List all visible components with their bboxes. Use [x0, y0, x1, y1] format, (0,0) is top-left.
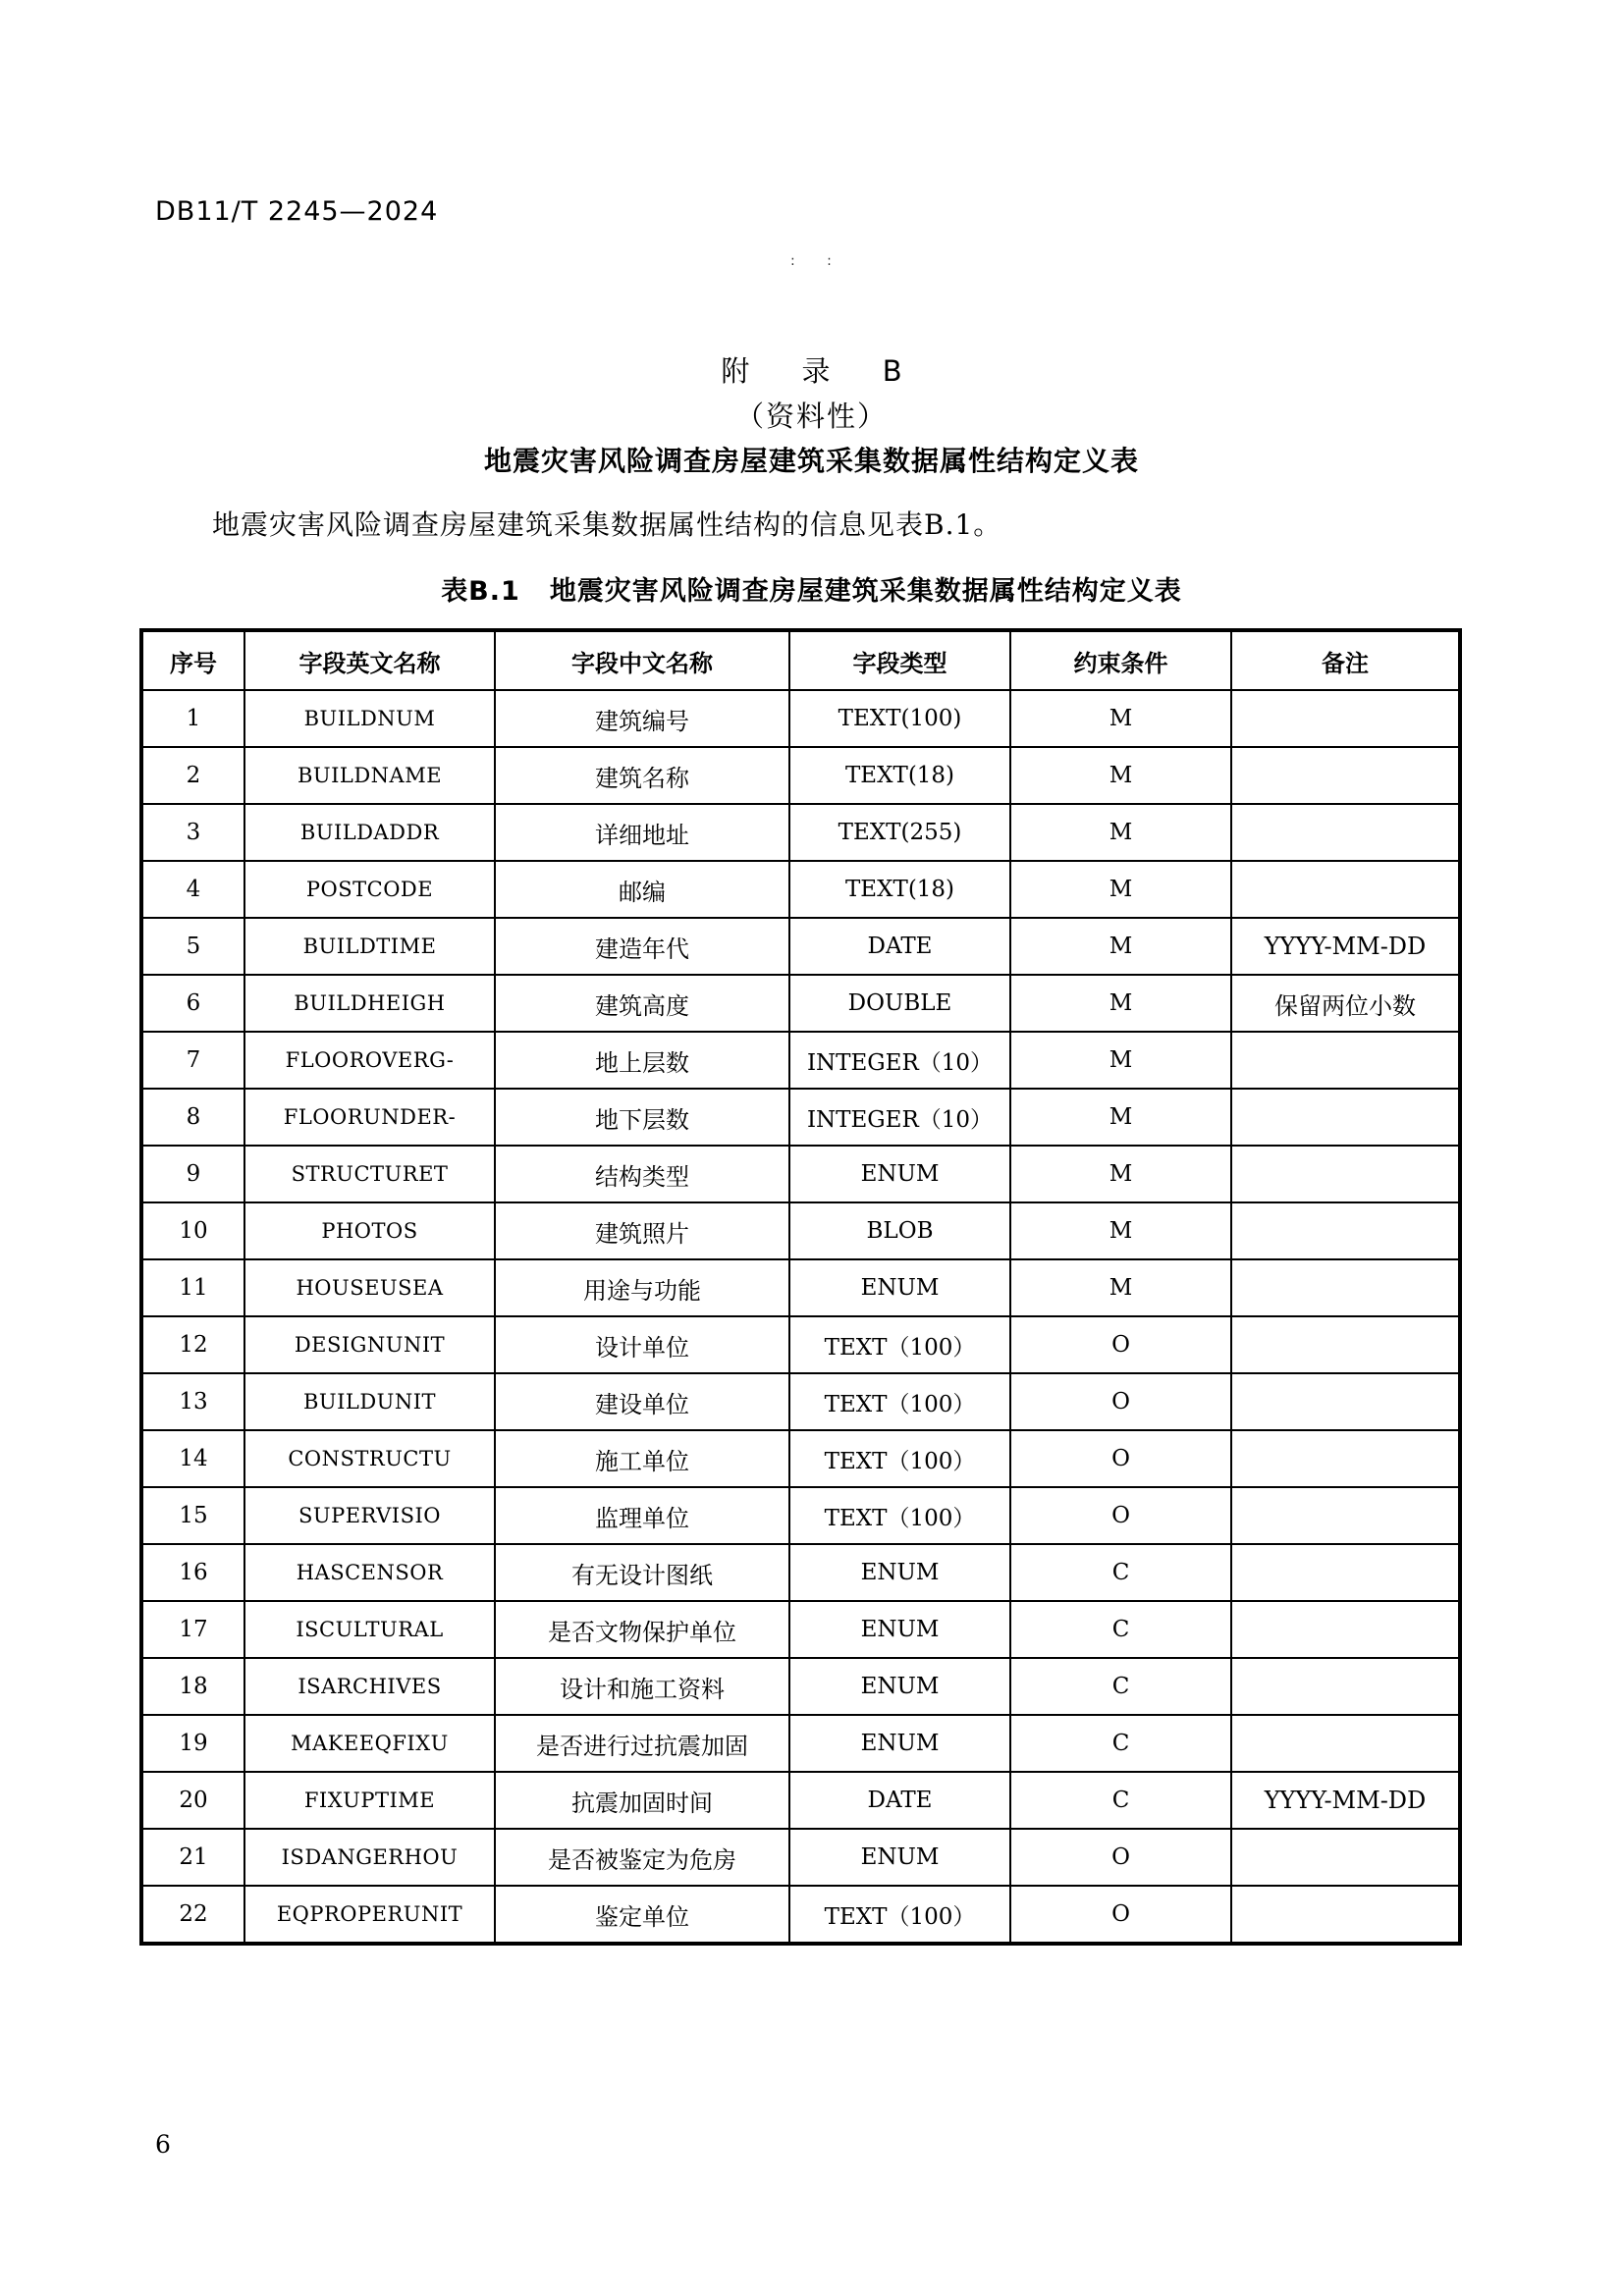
- cell-remark: YYYY-MM-DD: [1231, 1772, 1460, 1829]
- cell-chinese-name: 地上层数: [495, 1032, 789, 1089]
- cell-field-type: INTEGER（10）: [789, 1032, 1010, 1089]
- table-row: [141, 975, 1460, 1032]
- cell-english-name: PHOTOS: [244, 1202, 495, 1259]
- cell-remark: [1231, 1886, 1460, 1944]
- cell-chinese-name: 邮编: [495, 861, 789, 918]
- cell-chinese-name: 建设单位: [495, 1373, 789, 1430]
- cell-seq: 6: [141, 975, 244, 1032]
- cell-remark: [1231, 1373, 1460, 1430]
- table-row: [141, 861, 1460, 918]
- cell-chinese-name: 用途与功能: [495, 1259, 789, 1316]
- cell-english-name: EQPROPERUNIT: [244, 1886, 495, 1944]
- cell-seq: 11: [141, 1259, 244, 1316]
- cell-remark: [1231, 747, 1460, 804]
- cell-remark: [1231, 1202, 1460, 1259]
- cell-english-name: HASCENSOR: [244, 1544, 495, 1601]
- cell-chinese-name: 是否被鉴定为危房: [495, 1829, 789, 1886]
- cell-field-type: ENUM: [789, 1715, 1010, 1772]
- cell-seq: 2: [141, 747, 244, 804]
- cell-seq: 5: [141, 918, 244, 975]
- cell-chinese-name: 建筑照片: [495, 1202, 789, 1259]
- appendix-name: 地震灾害风险调查房屋建筑采集数据属性结构定义表: [483, 445, 1139, 477]
- cell-constraint: O: [1010, 1316, 1231, 1373]
- cell-seq: 22: [141, 1886, 244, 1944]
- cell-constraint: M: [1010, 690, 1231, 747]
- cell-seq: 3: [141, 804, 244, 861]
- cell-remark: [1231, 1259, 1460, 1316]
- cell-english-name: ISDANGERHOU: [244, 1829, 495, 1886]
- cell-field-type: ENUM: [789, 1146, 1010, 1202]
- appendix-title: 附 录 B: [721, 354, 924, 388]
- cell-field-type: ENUM: [789, 1829, 1010, 1886]
- cell-english-name: DESIGNUNIT: [244, 1316, 495, 1373]
- cell-seq: 21: [141, 1829, 244, 1886]
- cell-field-type: ENUM: [789, 1601, 1010, 1658]
- table-row: [141, 1430, 1460, 1487]
- table-row: [141, 1259, 1460, 1316]
- cell-remark: [1231, 1430, 1460, 1487]
- cell-english-name: BUILDTIME: [244, 918, 495, 975]
- cell-seq: 17: [141, 1601, 244, 1658]
- cell-english-name: FLOOROVERG-: [244, 1032, 495, 1089]
- cell-english-name: CONSTRUCTU: [244, 1430, 495, 1487]
- cell-constraint: M: [1010, 1259, 1231, 1316]
- cell-constraint: M: [1010, 1089, 1231, 1146]
- cell-field-type: INTEGER（10）: [789, 1089, 1010, 1146]
- cell-constraint: M: [1010, 861, 1231, 918]
- cell-remark: [1231, 861, 1460, 918]
- cell-field-type: TEXT(18): [789, 747, 1010, 804]
- cell-chinese-name: 抗震加固时间: [495, 1772, 789, 1829]
- table-row: [141, 747, 1460, 804]
- cell-english-name: BUILDHEIGH: [244, 975, 495, 1032]
- header-constraint: 约束条件: [1010, 630, 1231, 690]
- header-english-name: 字段英文名称: [244, 630, 495, 690]
- cell-field-type: BLOB: [789, 1202, 1010, 1259]
- cell-remark: [1231, 1487, 1460, 1544]
- cell-seq: 13: [141, 1373, 244, 1430]
- header-seq: 序号: [141, 630, 244, 690]
- table-row: [141, 1886, 1460, 1944]
- cell-english-name: FIXUPTIME: [244, 1772, 495, 1829]
- cell-seq: 16: [141, 1544, 244, 1601]
- cell-field-type: ENUM: [789, 1544, 1010, 1601]
- cell-field-type: DOUBLE: [789, 975, 1010, 1032]
- cell-field-type: TEXT（100）: [789, 1487, 1010, 1544]
- cell-seq: 15: [141, 1487, 244, 1544]
- cell-chinese-name: 建造年代: [495, 918, 789, 975]
- cell-seq: 18: [141, 1658, 244, 1715]
- cell-chinese-name: 是否文物保护单位: [495, 1601, 789, 1658]
- table-row: [141, 1715, 1460, 1772]
- cell-english-name: SUPERVISIO: [244, 1487, 495, 1544]
- cell-remark: [1231, 1544, 1460, 1601]
- page-number: 6: [155, 2130, 171, 2159]
- cell-constraint: O: [1010, 1829, 1231, 1886]
- cell-english-name: BUILDADDR: [244, 804, 495, 861]
- attribute-definition-table: [139, 628, 1462, 1946]
- cell-constraint: M: [1010, 1146, 1231, 1202]
- appendix-kind: （资料性）: [734, 400, 888, 433]
- cell-field-type: TEXT（100）: [789, 1316, 1010, 1373]
- cell-constraint: C: [1010, 1772, 1231, 1829]
- cell-seq: 1: [141, 690, 244, 747]
- cell-constraint: O: [1010, 1886, 1231, 1944]
- cell-constraint: M: [1010, 918, 1231, 975]
- cell-constraint: M: [1010, 1032, 1231, 1089]
- header-field-type: 字段类型: [789, 630, 1010, 690]
- cell-field-type: TEXT（100）: [789, 1430, 1010, 1487]
- cell-remark: YYYY-MM-DD: [1231, 918, 1460, 975]
- cell-seq: 20: [141, 1772, 244, 1829]
- table-row: [141, 1544, 1460, 1601]
- cell-english-name: ISARCHIVES: [244, 1658, 495, 1715]
- table-caption-text: 地震灾害风险调查房屋建筑采集数据属性结构定义表: [549, 576, 1182, 607]
- cell-field-type: DATE: [789, 918, 1010, 975]
- cell-field-type: DATE: [789, 1772, 1010, 1829]
- cell-chinese-name: 建筑名称: [495, 747, 789, 804]
- table-row: [141, 1772, 1460, 1829]
- cell-constraint: O: [1010, 1430, 1231, 1487]
- cell-seq: 4: [141, 861, 244, 918]
- cell-english-name: FLOORUNDER-: [244, 1089, 495, 1146]
- cell-constraint: C: [1010, 1715, 1231, 1772]
- cell-constraint: M: [1010, 804, 1231, 861]
- cell-remark: [1231, 1829, 1460, 1886]
- cell-constraint: C: [1010, 1658, 1231, 1715]
- cell-chinese-name: 详细地址: [495, 804, 789, 861]
- table-row: [141, 1316, 1460, 1373]
- cell-field-type: TEXT(18): [789, 861, 1010, 918]
- table-row: [141, 1089, 1460, 1146]
- cell-seq: 10: [141, 1202, 244, 1259]
- cell-constraint: M: [1010, 975, 1231, 1032]
- cell-chinese-name: 施工单位: [495, 1430, 789, 1487]
- cell-remark: [1231, 1601, 1460, 1658]
- cell-remark: [1231, 1715, 1460, 1772]
- cell-field-type: TEXT(100): [789, 690, 1010, 747]
- cell-field-type: TEXT(255): [789, 804, 1010, 861]
- cell-chinese-name: 设计单位: [495, 1316, 789, 1373]
- table-row: [141, 1202, 1460, 1259]
- cell-constraint: O: [1010, 1373, 1231, 1430]
- cell-constraint: O: [1010, 1487, 1231, 1544]
- cell-remark: [1231, 804, 1460, 861]
- cell-chinese-name: 监理单位: [495, 1487, 789, 1544]
- cell-seq: 19: [141, 1715, 244, 1772]
- cell-remark: [1231, 1089, 1460, 1146]
- cell-english-name: MAKEEQFIXU: [244, 1715, 495, 1772]
- cell-constraint: M: [1010, 747, 1231, 804]
- cell-remark: [1231, 1316, 1460, 1373]
- cell-chinese-name: 设计和施工资料: [495, 1658, 789, 1715]
- cell-english-name: POSTCODE: [244, 861, 495, 918]
- cell-field-type: TEXT（100）: [789, 1373, 1010, 1430]
- cell-english-name: HOUSEUSEA: [244, 1259, 495, 1316]
- cell-seq: 8: [141, 1089, 244, 1146]
- table-row: [141, 690, 1460, 747]
- decorative-dots: : :: [790, 253, 845, 269]
- table-row: [141, 1658, 1460, 1715]
- table-row: [141, 804, 1460, 861]
- cell-field-type: TEXT（100）: [789, 1886, 1010, 1944]
- document-code: DB11/T 2245—2024: [155, 196, 439, 227]
- cell-seq: 12: [141, 1316, 244, 1373]
- table-caption: [0, 569, 1623, 608]
- cell-constraint: C: [1010, 1544, 1231, 1601]
- cell-english-name: BUILDUNIT: [244, 1373, 495, 1430]
- cell-field-type: ENUM: [789, 1658, 1010, 1715]
- table-row: [141, 1601, 1460, 1658]
- cell-seq: 7: [141, 1032, 244, 1089]
- cell-chinese-name: 建筑编号: [495, 690, 789, 747]
- table-row: [141, 918, 1460, 975]
- cell-chinese-name: 有无设计图纸: [495, 1544, 789, 1601]
- cell-english-name: BUILDNUM: [244, 690, 495, 747]
- cell-remark: [1231, 1658, 1460, 1715]
- table-row: [141, 1487, 1460, 1544]
- header-remark: 备注: [1231, 630, 1460, 690]
- cell-chinese-name: 是否进行过抗震加固: [495, 1715, 789, 1772]
- cell-constraint: M: [1010, 1202, 1231, 1259]
- cell-remark: [1231, 1032, 1460, 1089]
- cell-remark: [1231, 1146, 1460, 1202]
- table-row: [141, 1032, 1460, 1089]
- cell-chinese-name: 建筑高度: [495, 975, 789, 1032]
- table-row: [141, 1373, 1460, 1430]
- cell-english-name: BUILDNAME: [244, 747, 495, 804]
- cell-remark: 保留两位小数: [1231, 975, 1460, 1032]
- cell-seq: 9: [141, 1146, 244, 1202]
- cell-chinese-name: 结构类型: [495, 1146, 789, 1202]
- table-caption-number: 表B.1: [441, 576, 520, 607]
- cell-remark: [1231, 690, 1460, 747]
- intro-paragraph: 地震灾害风险调查房屋建筑采集数据属性结构的信息见表B.1。: [212, 508, 1002, 541]
- table-row: [141, 1146, 1460, 1202]
- cell-english-name: ISCULTURAL: [244, 1601, 495, 1658]
- table-header-row: [141, 630, 1460, 690]
- cell-chinese-name: 鉴定单位: [495, 1886, 789, 1944]
- cell-constraint: C: [1010, 1601, 1231, 1658]
- table-row: [141, 1829, 1460, 1886]
- cell-field-type: ENUM: [789, 1259, 1010, 1316]
- cell-english-name: STRUCTURET: [244, 1146, 495, 1202]
- header-chinese-name: 字段中文名称: [495, 630, 789, 690]
- cell-chinese-name: 地下层数: [495, 1089, 789, 1146]
- cell-seq: 14: [141, 1430, 244, 1487]
